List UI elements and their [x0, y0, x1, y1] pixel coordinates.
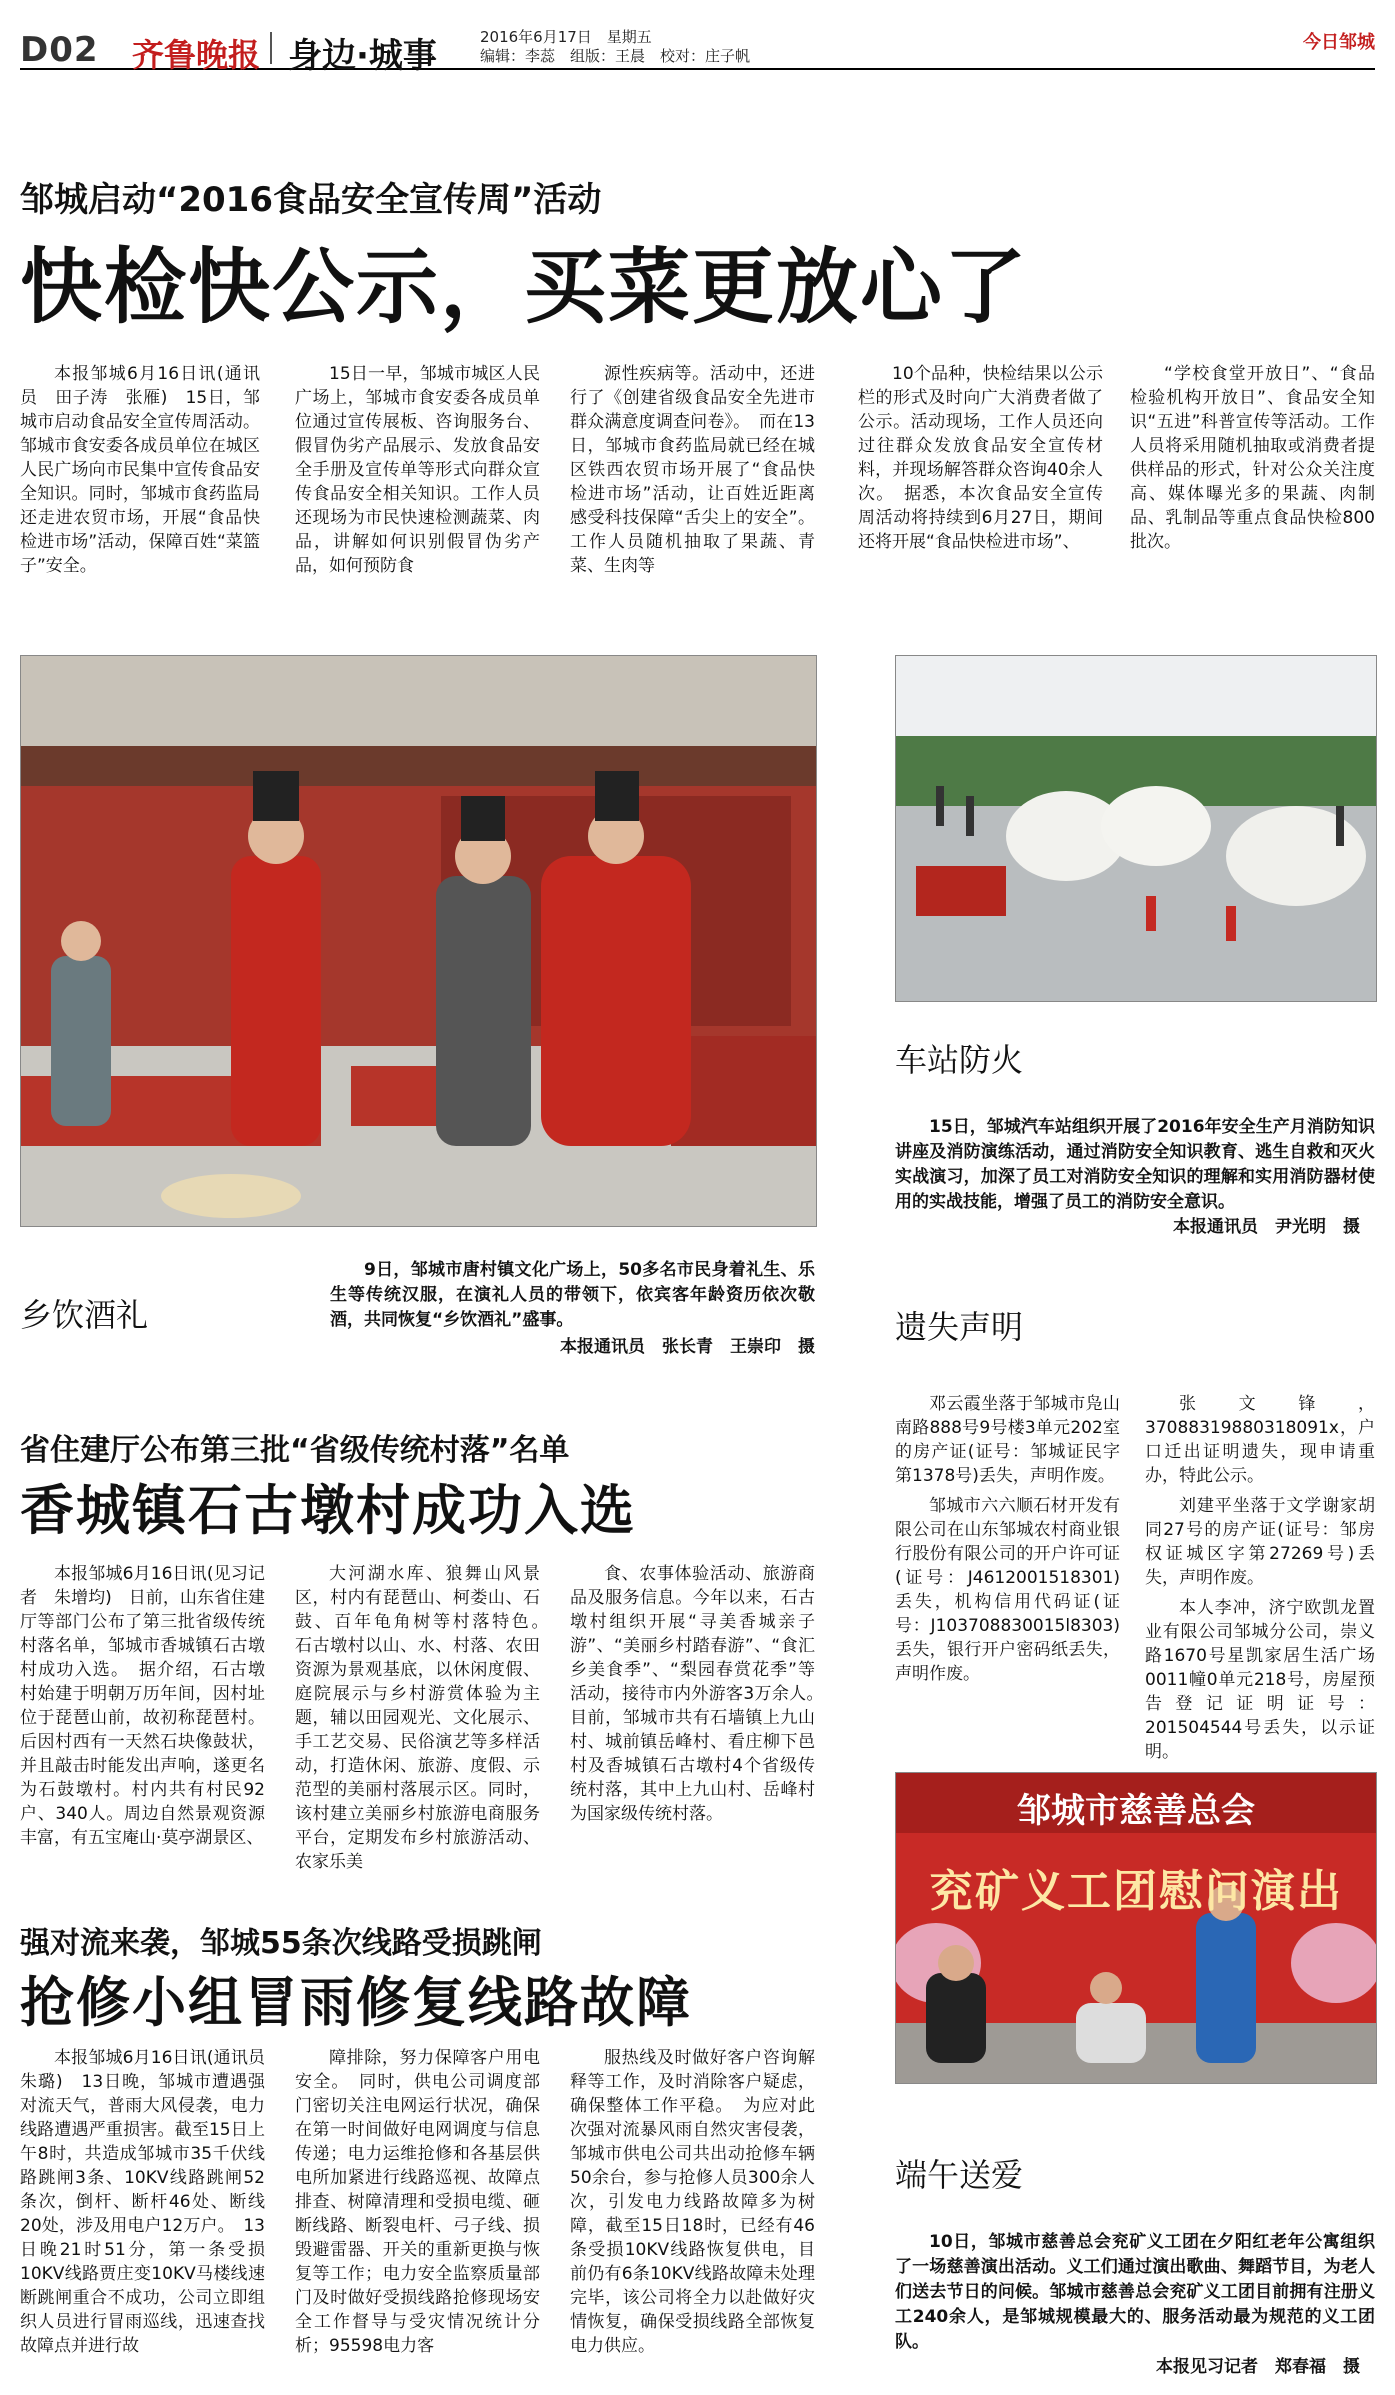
- photo2-credit: 本报通讯员 尹光明 摄: [1173, 1217, 1360, 1237]
- photo1-credit: 本报通讯员 张长青 王崇印 摄: [560, 1337, 815, 1357]
- story2-col2: 大河湖水库、狼舞山风景区，村内有琵琶山、柯娄山、石鼓、百年龟角树等村落特色。 石古墩村以山、水、村落、农田资源为景观基底，以休闲度假、庭院展示与乡村游赏体验为主题，辅以田园观光、文化展示、手工艺交易、民俗演艺等多样活动，打造休闲、旅游、度假、示范型的美丽村落展示区。同时，该村建立美丽乡村旅游电商服务平台，定期发布乡村旅游活动、农家乐美: [295, 1564, 557, 1872]
- story2-col3: 食、农事体验活动、旅游商品及服务信息。今年以来，石古墩村组织开展“寻美香城亲子游”、“美丽乡村踏春游”、“食汇乡美食季”、“梨园春赏花季”等活动，接待市内外游客3万余人。 目前，邹城市共有石墙镇上九山村、城前镇岳峰村、看庄柳下邑村及香城镇石古墩村4个省级传统村落，其中上九山村、岳峰村为国家级传统村落。: [570, 1564, 832, 1824]
- story1-col4: 10个品种，快检结果以公示栏的形式及时向广大消费者做了公示。活动现场，工作人员还向过往群众发放食品安全宣传材料，并现场解答群众咨询40余人次。 据悉，本次食品安全宣传周活动将持续到6月27日，期间还将开展“食品快检进市场”、: [858, 364, 1103, 552]
- notices-left-col: [895, 1392, 1120, 1686]
- photo1-caption: 9日，邹城市唐村镇文化广场上，50多名市民身着礼生、乐生等传统汉服，在演礼人员的带领下，依宾客年龄资历依次敬酒，共同恢复“乡饮酒礼”盛事。: [330, 1260, 815, 1330]
- fire-drill-photo: [895, 655, 1377, 1002]
- story2-kicker: 省住建厅公布第三批“省级传统村落”名单: [20, 1433, 570, 1468]
- photo1-title: 乡饮酒礼: [20, 1296, 149, 1334]
- issue-date: 2016年6月17日 星期五: [480, 28, 652, 46]
- charity-photo: [895, 1772, 1377, 2084]
- story3-col1: 本报邹城6月16日讯(通讯员 朱璐) 13日晚，邹城市遭遇强对流天气，普雨大风侵袭，电力线路遭遇严重损害。截至15日上午8时，共造成邹城市35千伏线路跳闸3条、10KV线路跳闸52条次，倒杆、断杆46处、断线20处，涉及用电户12万户。 13日晚21时51分，第一条受损10KV线路贾庄变10KV马楼线速断跳闸重合不成功，公司立即组织人员进行冒雨巡线，迅速查找故障点并进行故: [20, 2048, 282, 2356]
- notice-item: 本人李冲，济宁欧凯龙置业有限公司邹城分公司，崇义路1670号星凯家居生活广场0011幢0单元218号，房屋预告登记证明证号：201504544号丢失，以示证明。: [1145, 1598, 1375, 1762]
- story1-col3: 源性疾病等。活动中，还进行了《创建省级食品安全先进市群众满意度调查问卷》。 而在13日，邹城市食药监局就已经在城区铁西农贸市场开展了“食品快检进市场”活动，让百姓近距离感受科技保障“舌尖上的安全”。工作人员随机抽取了果蔬、青菜、生肉等: [570, 364, 815, 576]
- photo2-title: 车站防火: [895, 1041, 1024, 1079]
- notice-item: 邓云霞坐落于邹城市凫山南路888号9号楼3单元202室的房产证(证号：邹城证民字第1378号)丢失，声明作废。: [895, 1394, 1120, 1486]
- story1-col1: 本报邹城6月16日讯(通讯员 田子涛 张雁) 15日，邹城市启动食品安全宣传周活动。邹城市食安委各成员单位在城区人民广场向市民集中宣传食品安全知识。同时，邹城市食药监局还走进农贸市场，开展“食品快检进市场”活动，保障百姓“菜篮子”安全。: [20, 364, 260, 576]
- section-title: 身边·城事: [288, 36, 437, 76]
- charity-stage-text: 兖矿义工团慰问演出: [929, 1866, 1343, 1917]
- story2-headline: 香城镇石古墩村成功入选: [20, 1479, 636, 1542]
- notices-right-col: [1145, 1392, 1375, 1764]
- photo3-credit: 本报见习记者 郑春福 摄: [1156, 2357, 1360, 2377]
- notice-item: 张文锋，37088319880318091x，户口迁出证明遗失，现申请重办，特此公示。: [1145, 1394, 1375, 1486]
- notices-title: 遗失声明: [895, 1308, 1024, 1346]
- story1-col5: “学校食堂开放日”、“食品检验机构开放日”、食品安全知识“五进”科普宣传等活动。工作人员将采用随机抽取或消费者提供样品的形式，针对公众关注度高、媒体曝光多的果蔬、肉制品、乳制品等重点食品快检800批次。: [1130, 364, 1375, 552]
- corner-label: 今日邹城: [1303, 32, 1375, 53]
- story3-headline: 抢修小组冒雨修复线路故障: [20, 1971, 692, 2034]
- photo3-title: 端午送爱: [895, 2156, 1024, 2194]
- story1-headline: 快检快公示，买菜更放心了: [20, 240, 1029, 335]
- ceremony-photo: [20, 655, 817, 1227]
- story2-col1: 本报邹城6月16日讯(见习记者 朱增均) 日前，山东省住建厅等部门公布了第三批省级传统村落名单，邹城市香城镇石古墩村成功入选。 据介绍，石古墩村始建于明朝万历年间，因村址位于琵琶山前，故初称琵琶村。后因村西有一天然石块像鼓状，并且敲击时能发出声响，遂更名为石鼓墩村。村内共有村民92户、340人。周边自然景观资源丰富，有五宝庵山·莫亭湖景区、: [20, 1564, 265, 1848]
- fire-drill-illustration: [896, 656, 1376, 1001]
- header-divider: [270, 32, 272, 64]
- editor-credits: 编辑：李蕊 组版：王晨 校对：庄子帆: [480, 47, 751, 65]
- story3-col3: 服热线及时做好客户咨询解释等工作，及时消除客户疑虑，确保整体工作平稳。 为应对此次强对流暴风雨自然灾害侵袭，邹城市供电公司共出动抢修车辆50余台，参与抢修人员300余人次，引发电力线路故障多为树障，截至15日18时，已经有46条受损10KV线路恢复供电，目前仍有6条10KV线路故障未处理完毕，该公司将全力以赴做好灾情恢复，确保受损线路全部恢复电力供应。: [570, 2048, 815, 2356]
- story3-col2: 障排除，努力保障客户用电安全。 同时，供电公司调度部门密切关注电网运行状况，确保在第一时间做好电网调度与信息传递；电力运维抢修和各基层供电所加紧进行线路巡视、故障点排查、树障清理和受损电缆、砸断线路、断裂电杆、弓子线、损毁避雷器、开关的重新更换与恢复等工作；电力安全监察质量部门及时做好受损线路抢修现场安全工作督导与受灾情况统计分析；95598电力客: [295, 2048, 540, 2356]
- masthead-logo: 齐鲁晚报: [132, 36, 261, 74]
- story1-col2: 15日一早，邹城市城区人民广场上，邹城市食安委各成员单位通过宣传展板、咨询服务台、假冒伪劣产品展示、发放食品安全手册及宣传单等形式向群众宣传食品安全相关知识。工作人员还现场为市民快速检测蔬菜、肉品，讲解如何识别假冒伪劣产品，如何预防食: [295, 364, 540, 576]
- ceremony-illustration: [21, 656, 816, 1226]
- page-header: [20, 28, 1375, 76]
- charity-banner-text: 邹城市慈善总会: [1017, 1791, 1255, 1831]
- story1-kicker: 邹城启动“2016食品安全宣传周”活动: [20, 180, 602, 220]
- photo3-caption: 10日，邹城市慈善总会兖矿义工团在夕阳红老年公寓组织了一场慈善演出活动。义工们通过演出歌曲、舞蹈节目，为老人们送去节日的问候。邹城市慈善总会兖矿义工团目前拥有注册义工240余人，是邹城规模最大的、服务活动最为规范的义工团队。: [895, 2232, 1375, 2352]
- notice-item: 刘建平坐落于文学谢家胡同27号的房产证(证号：邹房权证城区字第27269号)丢失，声明作废。: [1145, 1496, 1375, 1588]
- photo2-caption: 15日，邹城汽车站组织开展了2016年安全生产月消防知识讲座及消防演练活动，通过消防安全知识教育、逃生自救和灭火实战演习，加深了员工对消防安全知识的理解和实用消防器材使用的实战技能，增强了员工的消防安全意识。: [895, 1117, 1375, 1212]
- page-number: D02: [20, 30, 99, 70]
- story3-kicker: 强对流来袭，邹城55条次线路受损跳闸: [20, 1926, 542, 1961]
- notice-item: 邹城市六六顺石材开发有限公司在山东邹城农村商业银行股份有限公司的开户许可证(证号：J4612001518301)丢失，机构信用代码证(证号：J103708830015l8303)丢失，银行开户密码纸丢失，声明作废。: [895, 1496, 1120, 1684]
- date-line: [480, 28, 750, 66]
